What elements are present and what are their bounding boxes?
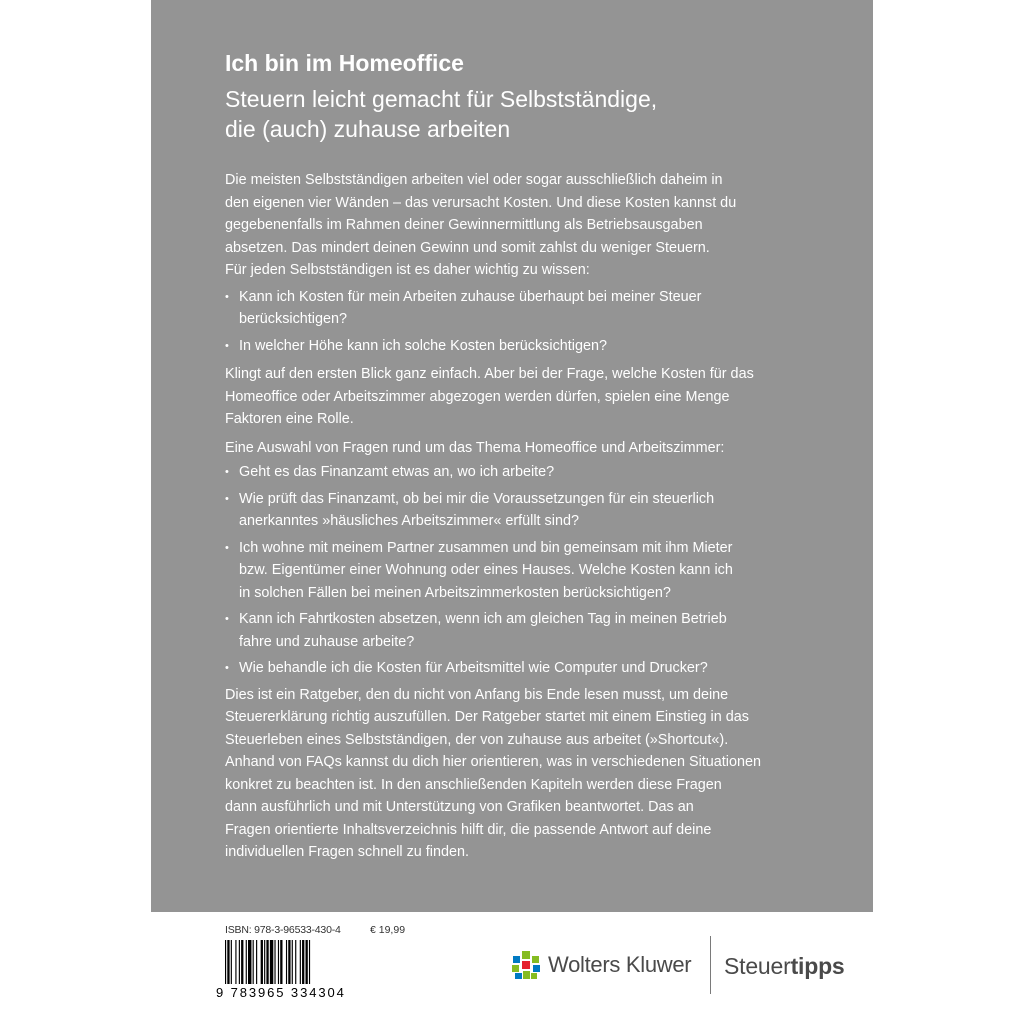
text-line: berücksichtigen?	[239, 311, 347, 327]
text-line: gegebenenfalls im Rahmen deiner Gewinnermittlung als Betriebsausgaben	[225, 217, 703, 233]
text-line: Homeoffice oder Arbeitszimmer abgezogen werden dürfen, spielen eine Menge	[225, 388, 730, 405]
text-line: Steuerleben eines Selbstständigen, der von zuhause aus arbeitet (»Shortcut«).	[225, 731, 729, 748]
text-line: bzw. Eigentümer einer Wohnung oder eines Hauses. Welche Kosten kann ich	[239, 562, 733, 578]
wolters-kluwer-logo	[512, 951, 691, 979]
list-item	[225, 461, 810, 484]
price-label: € 19,99	[370, 924, 406, 936]
text-line: • Wie prüft das Finanzamt, ob bei mir die Voraussetzungen für ein steuerlich	[239, 490, 715, 507]
brand-bold: tipps	[790, 953, 845, 979]
subtitle-line: Steuern leicht gemacht für Selbstständige,	[225, 86, 658, 112]
text-line: • Geht es das Finanzamt etwas an, wo ich arbeite?	[239, 464, 555, 480]
paragraph-guide	[225, 684, 810, 864]
text-line: • Wie behandle ich die Kosten für Arbeitsmittel wie Computer und Drucker?	[239, 660, 708, 676]
barcode-digits: 9 783965 334304	[216, 985, 346, 1000]
text-line: individuellen Fragen schnell zu finden.	[225, 844, 469, 860]
question-list-2	[225, 461, 810, 680]
text-line: dann ausführlich und mit Unterstützung von Grafiken beantwortet. Das an	[225, 799, 694, 815]
text-line: Für jeden Selbstständigen ist es daher wichtig zu wissen:	[225, 262, 590, 278]
text-line: Anhand von FAQs kannst du dich hier orientieren, was in verschiedenen Situationen	[225, 754, 761, 770]
text-line: • In welcher Höhe kann ich solche Kosten berücksichtigen?	[239, 337, 607, 354]
isbn-label: ISBN: 978-3-96533-430-4	[225, 924, 341, 936]
list-item	[225, 488, 810, 533]
list-item	[225, 335, 810, 358]
book-subtitle	[225, 84, 657, 144]
text-line: anerkanntes »häusliches Arbeitszimmer« erfüllt sind?	[239, 513, 579, 529]
text-line: konkret zu beachten ist. In den anschließenden Kapiteln werden diese Fragen	[225, 776, 722, 793]
blurb-text	[225, 169, 810, 864]
text-line: in solchen Fällen bei meinen Arbeitszimmerkosten berücksichtigen?	[239, 584, 671, 601]
text-line: Eine Auswahl von Fragen rund um das Thema Homeoffice und Arbeitszimmer:	[225, 439, 725, 456]
text-line: • Kann ich Fahrtkosten absetzen, wenn ich am gleichen Tag in meinen Betrieb	[239, 611, 727, 627]
paragraph-intro	[225, 169, 810, 282]
list-item	[225, 286, 810, 331]
text-line: Faktoren eine Rolle.	[225, 411, 354, 427]
paragraph-factors	[225, 363, 810, 431]
text-line: Klingt auf den ersten Blick ganz einfach. Aber bei der Frage, welche Kosten für das	[225, 366, 754, 382]
text-line: • Kann ich Kosten für mein Arbeiten zuhause überhaupt bei meiner Steuer	[239, 288, 702, 305]
text-line: den eigenen vier Wänden – das verursacht Kosten. Und diese Kosten kannst du	[225, 194, 737, 211]
text-line: • Ich wohne mit meinem Partner zusammen und bin gemeinsam mit ihm Mieter	[239, 539, 733, 556]
publisher-name: Wolters Kluwer	[548, 952, 692, 977]
logo-divider	[710, 936, 711, 994]
list-item	[225, 657, 810, 680]
list-item	[225, 608, 810, 653]
text-line: absetzen. Das mindert deinen Gewinn und somit zahlst du weniger Steuern.	[225, 239, 710, 256]
text-line: Die meisten Selbstständigen arbeiten viel oder sogar ausschließlich daheim in	[225, 172, 723, 188]
paragraph-selection	[225, 437, 810, 460]
wolters-kluwer-globe-icon	[512, 951, 540, 979]
question-list-1	[225, 286, 810, 358]
text-line: fahre und zuhause arbeite?	[239, 633, 415, 650]
list-item	[225, 537, 810, 605]
text-line: Dies ist ein Ratgeber, den du nicht von Anfang bis Ende lesen musst, um deine	[225, 686, 729, 703]
steuertipps-brand	[724, 953, 845, 980]
text-line: Steuererklärung richtig auszufüllen. Der Ratgeber startet mit einem Einstieg in das	[225, 709, 749, 725]
brand-regular: Steuer	[724, 953, 791, 979]
subtitle-line: die (auch) zuhause arbeiten	[225, 116, 511, 142]
book-title: Ich bin im Homeoffice	[225, 50, 464, 76]
text-line: Fragen orientierte Inhaltsverzeichnis hilft dir, die passende Antwort auf deine	[225, 821, 712, 838]
barcode-icon	[225, 940, 345, 984]
